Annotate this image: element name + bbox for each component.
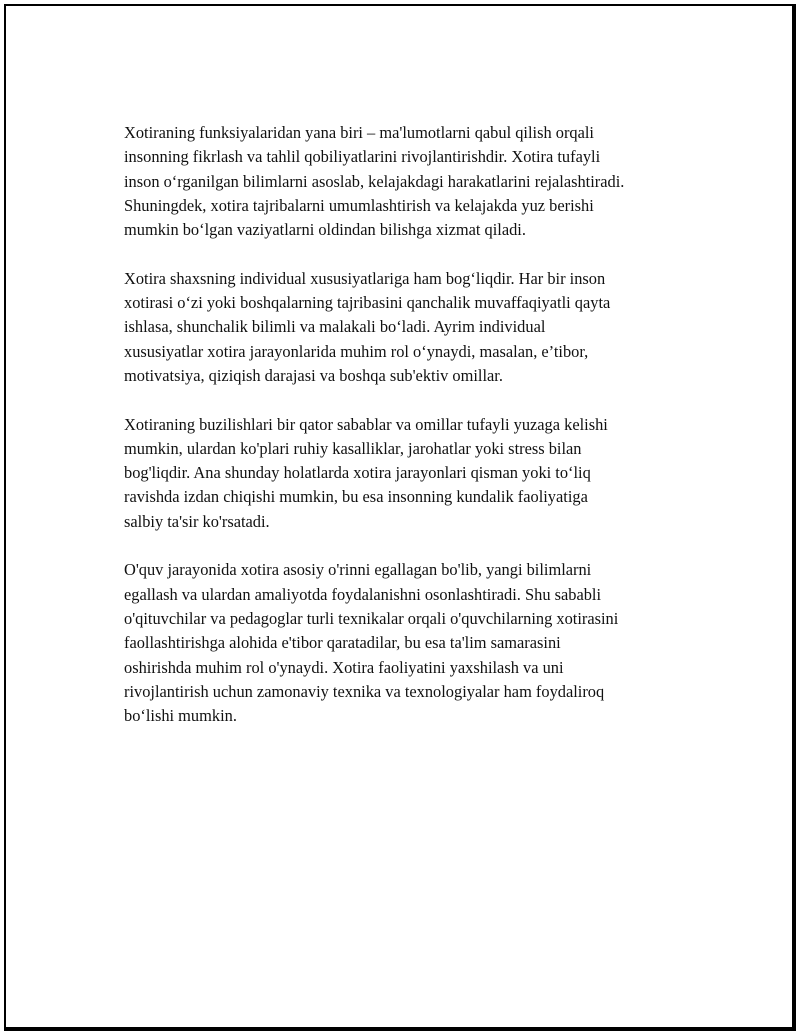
document-body xyxy=(124,121,694,753)
paragraph-individual-traits: Xotira shaxsning individual xususiyatlariga ham bog‘liqdir. Har bir inson xotirasi o‘zi yoki boshqalarning tajribasini qanchalik muvaffaqiyatli qayta ishlasa, shunchalik bilimli va malakali bo‘ladi. Ayrim individual xususiyatlar xotira jarayonlarida muhim rol o‘ynaydi, masalan, e’tibor, motivatsiya, qiziqish darajasi va boshqa sub'ektiv omillar. xyxy=(124,268,611,385)
paragraph-memory-functions: Xotiraning funksiyalaridan yana biri – ma'lumotlarni qabul qilish orqali insonning fikrlash va tahlil qobiliyatlarini rivojlantirishdir. Xotira tufayli inson o‘rganilgan bilimlarni asoslab, kelajakdagi harakatlarini rejalashtiradi. Shuningdek, xotira tajribalarni umumlashtirish va kelajakda yuz berishi mumkin bo‘lgan vaziyatlarni oldindan bilishga xizmat qiladi. xyxy=(124,123,625,240)
paragraph-learning-process: O'quv jarayonida xotira asosiy o'rinni egallagan bo'lib, yangi bilimlarni egallash va ulardan amaliyotda foydalanishni osonlashtiradi. Shu sababli o'qituvchilar va pedagoglar turli texnikalar orqali o'quvchilarning xotirasini faollashtirishga alohida e'tibor qaratadilar, bu esa ta'lim samarasini oshirishda muhim rol o'ynaydi. Xotira faoliyatini yaxshilash va uni rivojlantirish uchun zamonaviy texnika va texnologiyalar ham foydaliroq bo‘lishi mumkin. xyxy=(124,560,619,726)
paragraph-memory-disorders: Xotiraning buzilishlari bir qator sabablar va omillar tufayli yuzaga kelishi mumkin, ulardan ko'plari ruhiy kasalliklar, jarohatlar yoki stress bilan bog'liqdir. Ana shunday holatlarda xotira jarayonlari qisman yoki to‘liq ravishda izdan chiqishi mumkin, bu esa insonning kundalik faoliyatiga salbiy ta'sir ko'rsatadi. xyxy=(124,414,608,531)
page-frame xyxy=(4,4,796,1031)
